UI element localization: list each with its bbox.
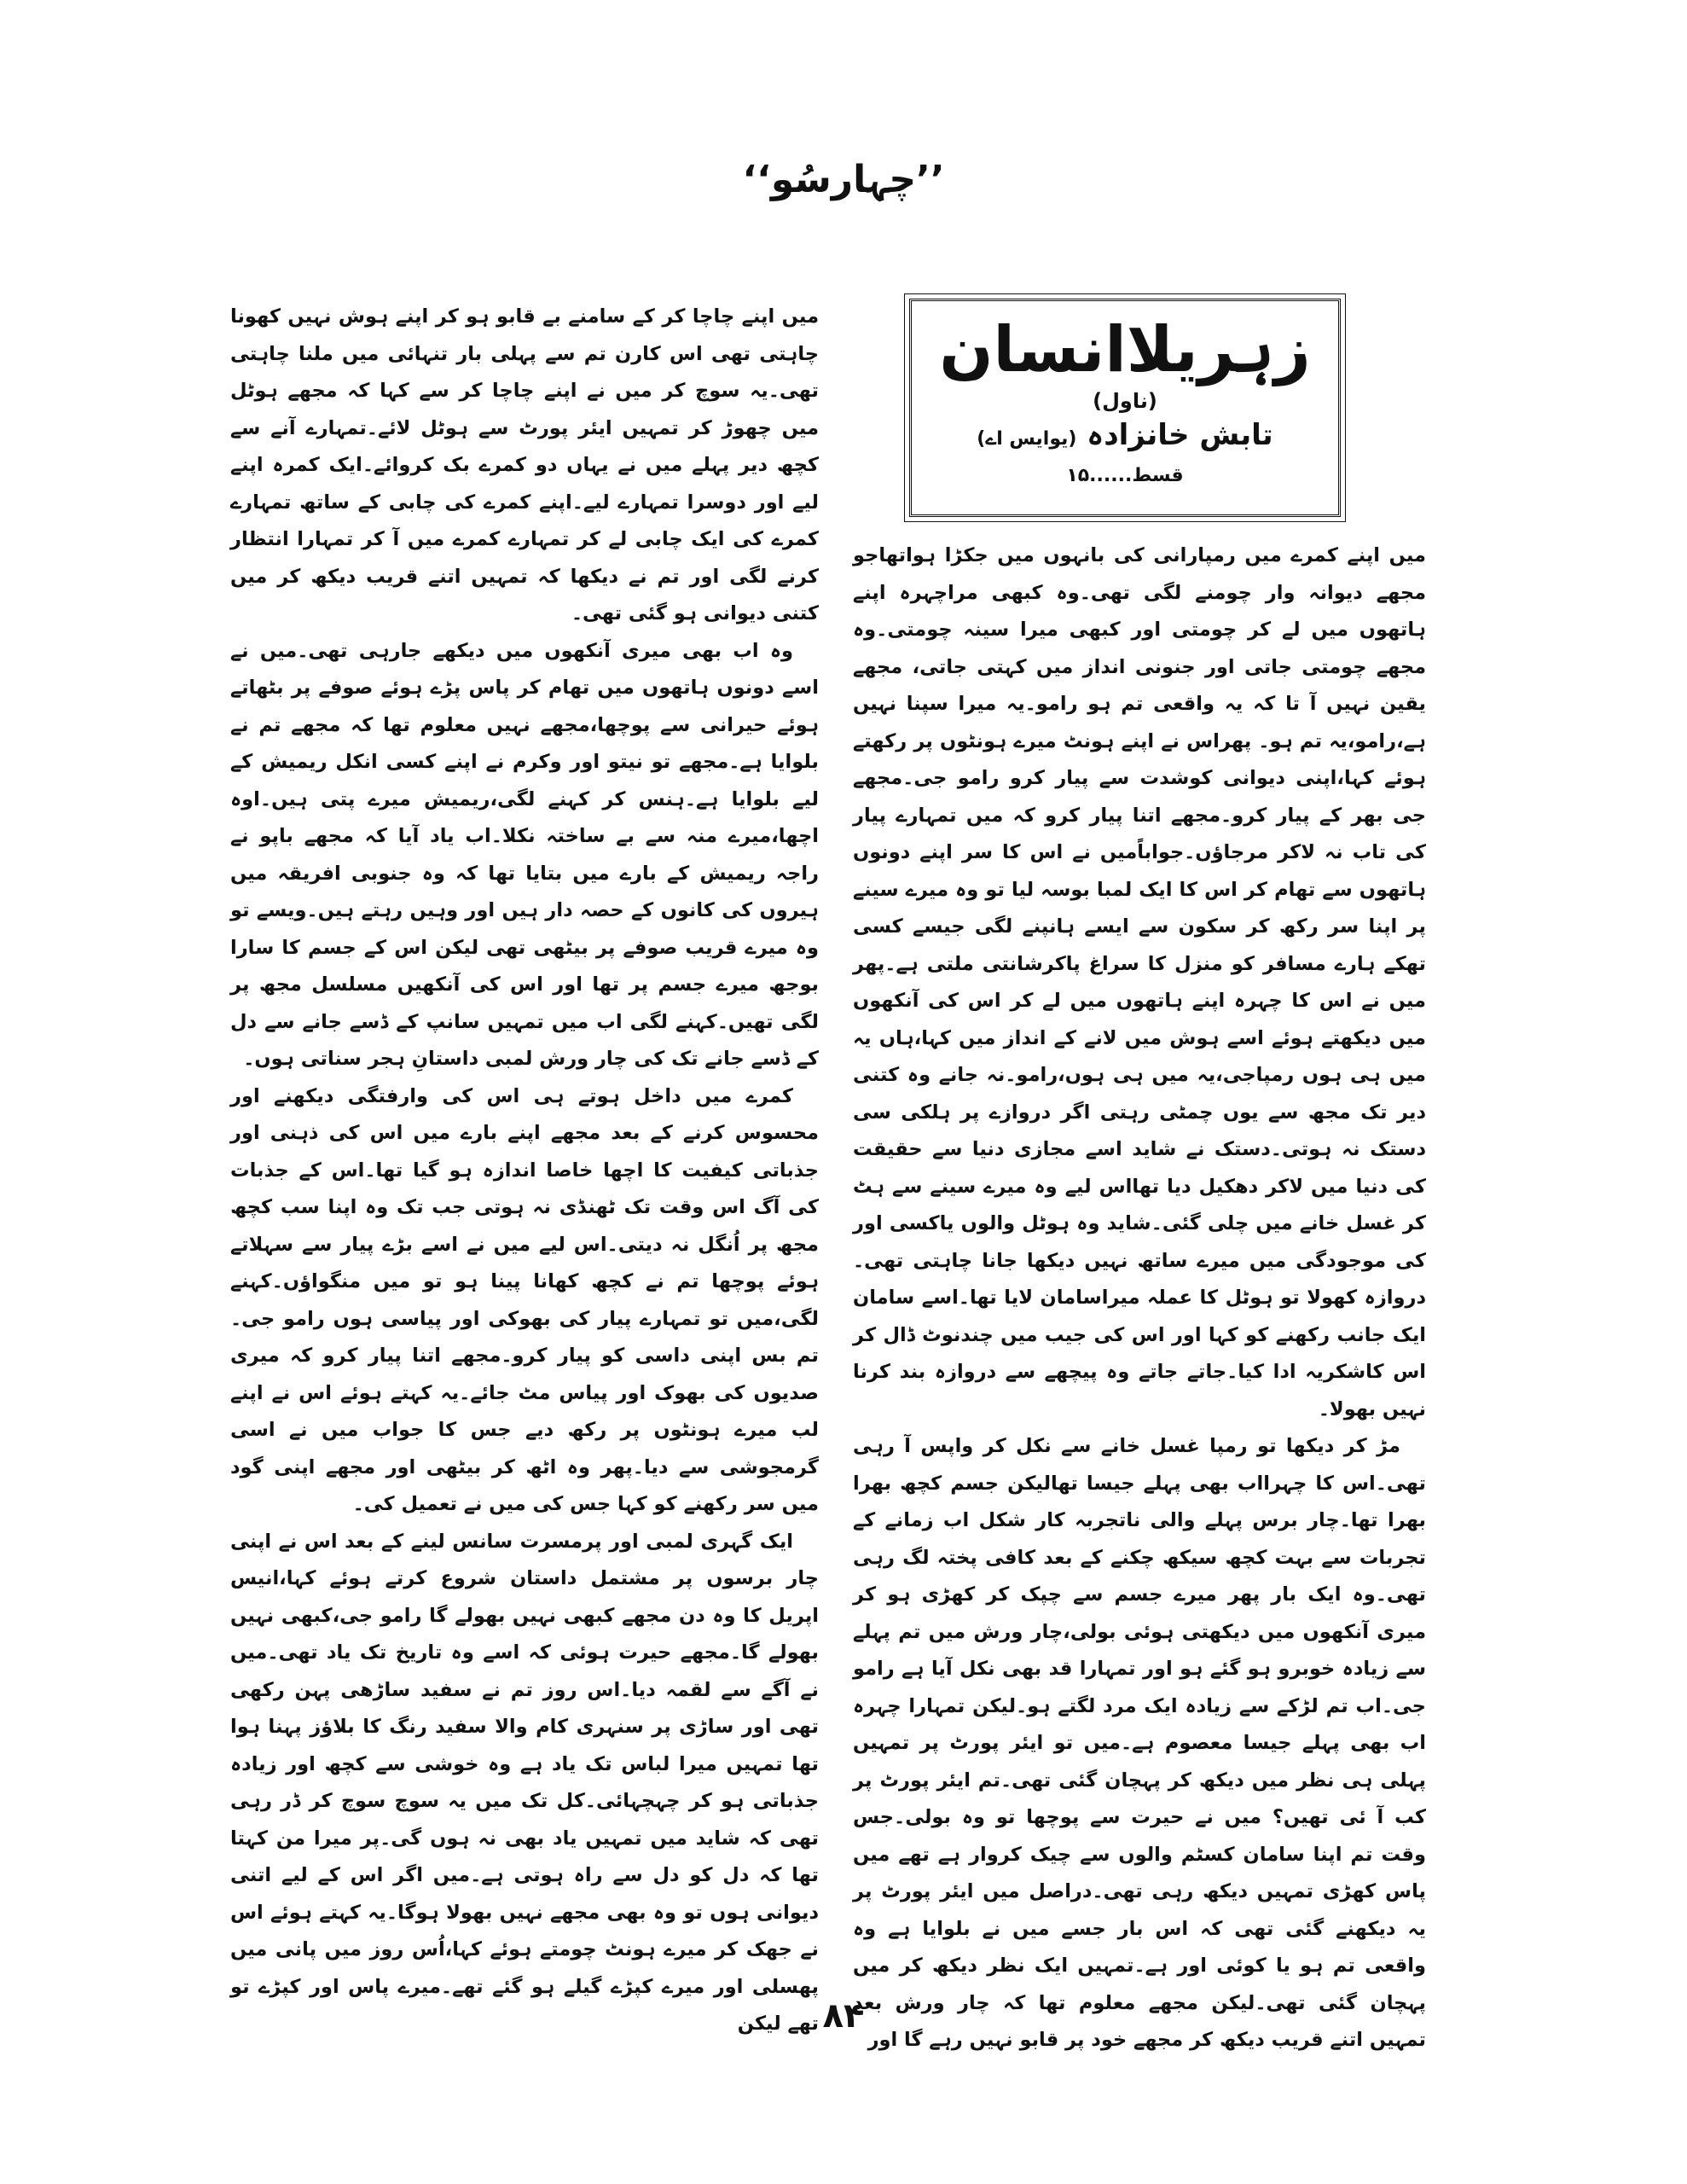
author-note: (یوایس اے) xyxy=(977,428,1077,450)
paragraph: میں اپنے چاچا کر کے سامنے بے قابو ہو کر اپنے ہوش نہیں کھونا چاہتی تھی اس کارن تم سے پہلی بار تنہائی میں ملنا چاہتی تھی۔یہ سوچ کر میں نے اپنے چاچا کر سے کہا کہ مجھے ہوٹل میں چھوڑ کر تمہیں ایئر پورٹ سے ہوٹل لائے۔تمہارے آنے سے کچھ دیر پہلے میں نے یہاں دو کمرے بک کروائے۔ایک کمرہ اپنے لیے اور دوسرا تمہارے لیے۔اپنے کمرے کی چابی کے ساتھ تمہارے کمرے کی ایک چابی لے کر تمہارے کمرے میں آ کر تمہارا انتظار کرنے لگی اور تم نے دیکھا کہ تمہیں اتنے قریب دیکھ کر میں کتنی دیوانی ہو گئی تھی۔ xyxy=(230,305,819,624)
title-box xyxy=(909,299,1341,517)
installment-label: قسط......۱۵ xyxy=(1066,465,1184,486)
right-column-text xyxy=(853,537,1426,2059)
paragraph: وہ اب بھی میری آنکھوں میں دیکھے جارہی تھی۔میں نے اسے دونوں ہاتھوں میں تھام کر پاس پڑے ہوئے صوفے پر بٹھاتے ہوئے حیرانی سے پوچھا،مجھے نہیں معلوم تھا کہ مجھے تم نے بلوایا ہے۔مجھے تو نیتو اور وکرم نے اپنے کسی انکل ریمیش کے لیے بلوایا ہے۔ہنس کر کہنے لگی،ریمیش میرے پتی ہیں۔اوہ اچھا،میرے منہ سے بے ساختہ نکلا۔اب یاد آیا کہ مجھے باپو نے راجہ ریمیش کے بارے میں بتایا تھا کہ وہ جنوبی افریقہ میں ہیروں کی کانوں کے حصہ دار ہیں اور وہیں رہتے ہیں۔ویسے تو وہ میرے قریب صوفے پر بیٹھی تھی لیکن اس کے جسم کا سارا بوجھ میرے جسم پر تھا اور اس کی آنکھیں مسلسل مجھ پر لگی تھیں۔کہنے لگی اب میں تمہیں سانپ کے ڈسے جانے سے دل کے ڈسے جانے تک کی چار ورش لمبی داستانِ ہجر سناتی ہوں۔ xyxy=(230,639,819,1070)
paragraph: میں اپنے کمرے میں رمپارانی کی بانہوں میں جکڑا ہواتھاجو مجھے دیوانہ وار چومنے لگی تھی۔وہ کبھی مراچہرہ اپنے ہاتھوں میں لے کر چومتی اور کبھی میرا سینہ چومتی۔وہ مجھے چومتی جاتی اور جنونی انداز میں کہتی جاتی، مجھے یقین نہیں آ تا کہ یہ واقعی تم ہو رامو۔یہ میرا سپنا نہیں ہے،رامو،یہ تم ہو۔ پھراس نے اپنے ہونٹ میرے ہونٹوں پر رکھتے ہوئے کہا،اپنی دیوانی کوشدت سے پیار کرو رامو جی۔مجھے جی بھر کے پیار کرو۔مجھے اتنا پیار کرو کہ میں تمہارے پیار کی تاب نہ لاکر مرجاؤں۔جواباًمیں نے اس کا سر اپنے دونوں ہاتھوں سے تھام کر اس کا ایک لمبا بوسہ لیا تو وہ میرے سینے پر اپنا سر رکھ کر سکون سے ایسے ہانپنے لگی جیسے کسی تھکے ہارے مسافر کو منزل کا سراغ پاکرشانتی ملتی ہے۔پھر میں نے اس کا چہرہ اپنے ہاتھوں میں لے کر اس کی آنکھوں میں دیکھتے ہوئے اسے ہوش میں لانے کے انداز میں کہا،ہاں یہ میں ہی ہوں رمپاجی،یہ میں ہی ہوں،رامو۔نہ جانے وہ کتنی دیر تک مجھ سے یوں چمٹی رہتی اگر دروازے پر ہلکی سی دستک نہ ہوتی۔دستک نے شاید اسے مجازی دنیا سے حقیقت کی دنیا میں لاکر دھکیل دیا تھااس لیے وہ میرے سینے سے ہٹ کر غسل خانے میں چلی گئی۔شاید وہ ہوٹل والوں یاکسی اور کی موجودگی میں میرے ساتھ نہیں دیکھا جانا چاہتی تھی۔دروازہ کھولا تو ہوٹل کا عملہ میراسامان لایا تھا۔اسے سامان ایک جانب رکھنے کو کہا اور اس کی جیب میں چندنوٹ ڈال کر اس کاشکریہ ادا کیا۔جاتے جاتے وہ پیچھے سے دروازہ بند کرنا نہیں بھولا۔ xyxy=(853,544,1426,1420)
left-column xyxy=(230,299,819,2043)
paragraph: ایک گہری لمبی اور پرمسرت سانس لینے کے بعد اس نے اپنی چار برسوں پر مشتمل داستان شروع کرتے ہوئے کہا،انیس اپریل کا وہ دن مجھے کبھی نہیں بھولے گا رامو جی،کبھی نہیں بھولے گا۔مجھے حیرت ہوئی کہ اسے وہ تاریخ تک یاد تھی۔میں نے آگے سے لقمہ دیا۔اس روز تم نے سفید ساڑھی پہن رکھی تھی اور ساڑی پر سنہری کام والا سفید رنگ کا بلاؤز پہنا ہوا تھا تمہیں میرا لباس تک یاد ہے وہ خوشی سے کچھ اور زیادہ جذباتی ہو کر چہچہائی۔کل تک میں یہ سوچ سوچ کر ڈر رہی تھی کہ شاید میں تمہیں یاد بھی نہ ہوں گی۔پر میرا من کہتا تھا کہ دل کو دل سے راہ ہوتی ہے۔میں اگر اس کے لیے اتنی دیوانی ہوں تو وہ بھی مجھے نہیں بھولا ہوگا۔یہ کہتے ہوئے اس نے جھک کر میرے ہونٹ چومتے ہوئے کہا،اُس روز میں پانی میں پھسلی اور میرے کپڑے گیلے ہو گئے تھے۔میرے پاس اور کپڑے تو تھے لیکن xyxy=(230,1530,819,2035)
genre-label: (ناول) xyxy=(1093,389,1157,413)
magazine-header: ’’چہارسُو‘‘ xyxy=(742,158,945,201)
author-name: تابش خانزادہ xyxy=(1087,418,1273,452)
page-number: ۸۴ xyxy=(822,1996,865,2036)
author-line xyxy=(912,414,1338,461)
paragraph: مڑ کر دیکھا تو رمپا غسل خانے سے نکل کر واپس آ رہی تھی۔اس کا چہرااب بھی پہلے جیسا تھالیکن جسم کچھ بھرا بھرا تھا۔چار برس پہلے والی ناتجربہ کار شکل اب زمانے کے تجربات سے بہت کچھ سیکھ چکنے کے بعد کافی پختہ لگ رہی تھی۔وہ ایک بار پھر میرے جسم سے چپک کر کھڑی ہو کر میری آنکھوں میں دیکھتی ہوئی بولی،چار ورش میں تم پہلے سے زیادہ خوبرو ہو گئے ہو اور تمہارا قد بھی نکل آیا ہے رامو جی۔اب تم لڑکے سے زیادہ ایک مرد لگتے ہو۔لیکن تمہارا چہرہ اب بھی پہلے جیسا معصوم ہے۔میں تو ایئر پورٹ پر تمہیں پہلی ہی نظر میں دیکھ کر پہچان گئی تھی۔تم ایئر پورٹ پر کب آ ئی تھیں؟ میں نے حیرت سے پوچھا تو وہ بولی۔جس وقت تم اپنا سامان کسٹم والوں سے چیک کروار ہے تھے میں پاس کھڑی تمہیں دیکھ رہی تھی۔دراصل میں ایئر پورٹ پر یہ دیکھنے گئی تھی کہ اس بار جسے میں نے بلوایا ہے وہ واقعی تم ہو یا کوئی اور ہے۔تمہیں ایک نظر دیکھ کر میں پہچان گئی تھی۔لیکن مجھے معلوم تھا کہ چار ورش بعد تمہیں اتنے قریب دیکھ کر مجھے خود پر قابو نہیں رہے گا اور xyxy=(853,1435,1426,2051)
left-column-text xyxy=(230,299,819,2043)
paragraph: کمرے میں داخل ہوتے ہی اس کی وارفتگی دیکھنے اور محسوس کرنے کے بعد مجھے اپنے بارے میں اس کی ذہنی اور جذباتی کیفیت کا اچھا خاصا اندازہ ہو گیا تھا۔اس کے جذبات کی آگ اس وقت تک ٹھنڈی نہ ہوتی جب تک وہ اپنا سب کچھ مجھ پر اُنگل نہ دیتی۔اس لیے میں نے اسے بڑے پیار سے سہلاتے ہوئے پوچھا تم نے کچھ کھانا پینا ہو تو میں منگواؤں۔کہنے لگی،میں تو تمہارے پیار کی بھوکی اور پیاسی ہوں رامو جی۔تم بس اپنی داسی کو پیار کرو۔مجھے اتنا پیار کرو کہ میری صدیوں کی بھوک اور پیاس مٹ جائے۔یہ کہتے ہوئے اس نے اپنے لب میرے ہونٹوں پر رکھ دیے جس کا جواب میں نے اسی گرمجوشی سے دیا۔پھر وہ اٹھ کر بیٹھی اور مجھے اپنی گود میں سر رکھنے کو کہا جس کی میں نے تعمیل کی۔ xyxy=(230,1084,819,1515)
right-column xyxy=(853,299,1426,2059)
novel-title: زہریلاانسان xyxy=(939,313,1311,386)
